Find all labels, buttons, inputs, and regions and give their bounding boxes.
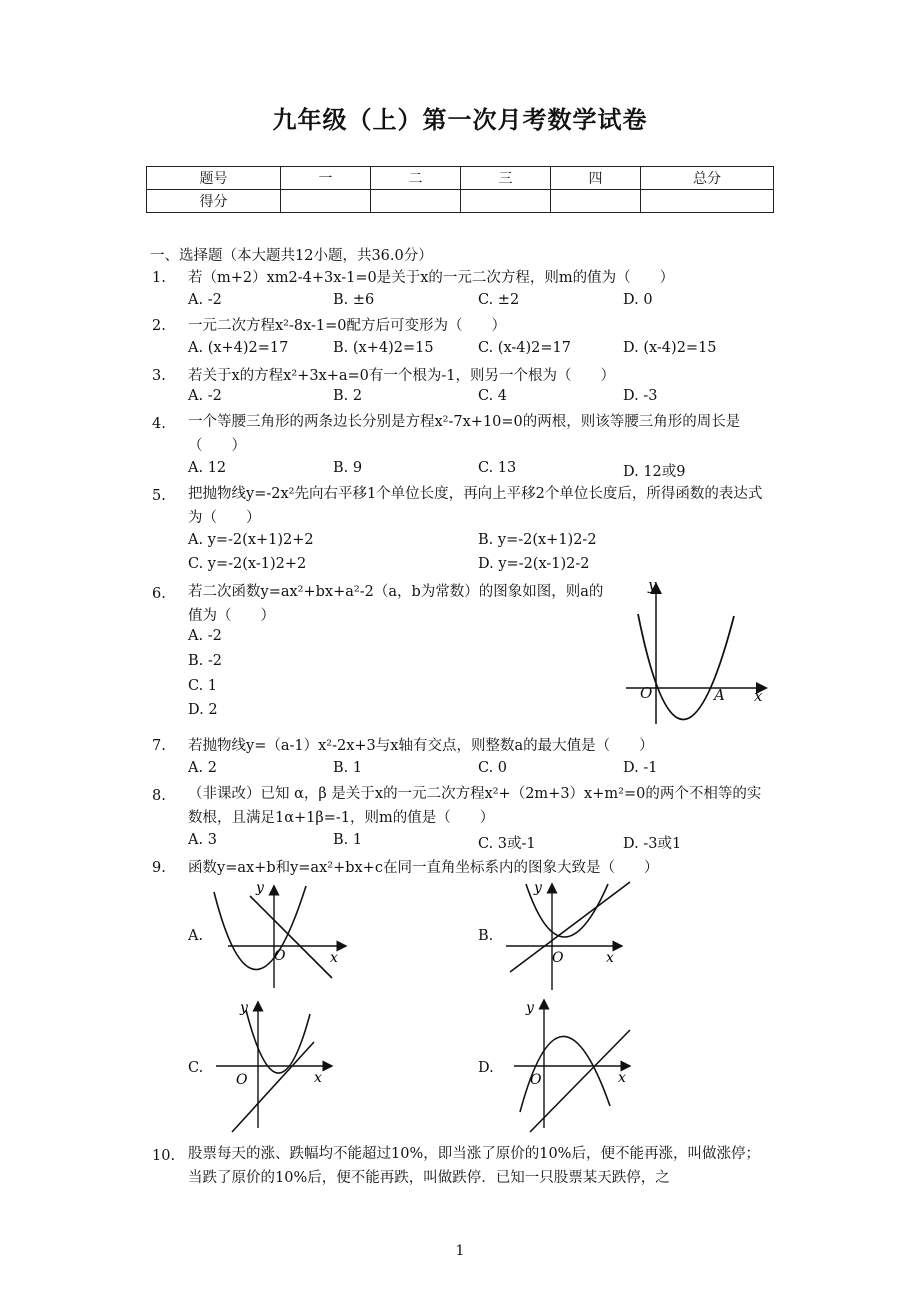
- option-d[interactable]: D. 0: [623, 292, 653, 308]
- option-b-graph[interactable]: [500, 880, 640, 992]
- option-a[interactable]: A. (x+4)2=17: [188, 340, 289, 356]
- question-2: [152, 314, 772, 338]
- option-c[interactable]: C. 1: [188, 678, 218, 694]
- option-c[interactable]: C. (x-4)2=17: [478, 340, 571, 356]
- score-header-cell: 一: [281, 167, 371, 190]
- question-text: 一个等腰三角形的两条边长分别是方程x²-7x+10=0的两根，则该等腰三角形的周长是（ ）: [188, 414, 741, 454]
- option-a[interactable]: A. 3: [188, 832, 217, 848]
- question-6: [152, 580, 614, 628]
- parabola-curve: [246, 1010, 310, 1073]
- question-7: [152, 734, 772, 758]
- option-d[interactable]: D. -3: [623, 388, 658, 404]
- question-10: [152, 1142, 772, 1190]
- origin-label: O: [640, 684, 653, 702]
- option-c[interactable]: C. y=-2(x-1)2+2: [188, 556, 307, 572]
- option-b[interactable]: B. 1: [333, 832, 363, 848]
- option-c-graph[interactable]: [210, 994, 350, 1134]
- option-d-graph[interactable]: [500, 994, 640, 1134]
- option-a[interactable]: A. -2: [188, 628, 222, 644]
- parabola-curve: [214, 886, 306, 970]
- option-a-graph[interactable]: [210, 880, 350, 990]
- question-number: 7.: [152, 738, 166, 754]
- x-axis-label: x: [330, 950, 338, 966]
- y-axis-label: y: [534, 880, 542, 896]
- score-row-label: 得分: [147, 190, 281, 213]
- score-input-cell[interactable]: [641, 190, 774, 213]
- option-c[interactable]: C. 4: [478, 388, 508, 404]
- option-c[interactable]: C. 13: [478, 460, 517, 476]
- question-number: 5.: [152, 488, 166, 504]
- question-number: 8.: [152, 788, 166, 804]
- option-b[interactable]: B.: [478, 928, 494, 944]
- x-axis-label: x: [754, 687, 763, 705]
- question-8: [152, 782, 772, 830]
- question-number: 1.: [152, 270, 166, 286]
- score-table-score-row: [147, 190, 774, 213]
- origin-label: O: [530, 1072, 542, 1088]
- option-c[interactable]: C.: [188, 1060, 204, 1076]
- page-title: 九年级（上）第一次月考数学试卷: [272, 106, 648, 134]
- q6-parabola-graph: [622, 574, 772, 734]
- page-number: 1: [455, 1243, 465, 1259]
- score-input-cell[interactable]: [551, 190, 641, 213]
- option-b[interactable]: B. 1: [333, 760, 363, 776]
- question-text: 若二次函数y=ax²+bx+a²-2（a，b为常数）的图象如图，则a的值为（ ）: [188, 584, 604, 624]
- question-4: [152, 410, 772, 458]
- option-a[interactable]: A.: [188, 928, 204, 944]
- x-axis-label: x: [314, 1070, 322, 1086]
- section-title: 一、选择题（本大题共12小题，共36.0分）: [150, 248, 433, 264]
- option-a[interactable]: A. 12: [188, 460, 227, 476]
- question-number: 2.: [152, 318, 166, 334]
- y-axis-label: y: [648, 576, 657, 594]
- score-header-cell: 题号: [147, 167, 281, 190]
- option-a[interactable]: A. y=-2(x+1)2+2: [188, 532, 314, 548]
- option-b[interactable]: B. 2: [333, 388, 363, 404]
- x-axis-label: x: [618, 1070, 626, 1086]
- question-text: 若关于x的方程x²+3x+a=0有一个根为-1，则另一个根为（ ）: [188, 368, 616, 384]
- point-a-label: A: [714, 686, 725, 704]
- option-b[interactable]: B. (x+4)2=15: [333, 340, 434, 356]
- y-axis-label: y: [256, 880, 264, 896]
- question-number: 6.: [152, 586, 166, 602]
- score-table: [146, 166, 774, 213]
- question-text: 股票每天的涨、跌幅均不能超过10%，即当涨了原价的10%后，便不能再涨，叫做涨停；当跌了原价的10%后，便不能再跌，叫做跌停．已知一只股票某天跌停，之: [188, 1146, 760, 1186]
- option-a[interactable]: A. -2: [188, 388, 222, 404]
- y-axis-label: y: [240, 1000, 248, 1016]
- origin-label: O: [236, 1072, 248, 1088]
- score-input-cell[interactable]: [461, 190, 551, 213]
- score-header-cell: 总分: [641, 167, 774, 190]
- origin-label: O: [274, 948, 286, 964]
- option-b[interactable]: B. -2: [188, 653, 222, 669]
- option-d[interactable]: D. -1: [623, 760, 658, 776]
- option-d[interactable]: D. y=-2(x-1)2-2: [478, 556, 590, 572]
- straight-line: [250, 896, 332, 978]
- question-text: 若（m+2）xm2-4+3x-1=0是关于x的一元二次方程，则m的值为（ ）: [188, 270, 675, 286]
- option-d[interactable]: D. 12或9: [623, 464, 686, 480]
- question-text: （非课改）已知 α，β 是关于x的一元二次方程x²+（2m+3）x+m²=0的两个不相等的实数根，且满足1α+1β=-1，则m的值是（ ）: [188, 786, 762, 826]
- question-text: 函数y=ax+b和y=ax²+bx+c在同一直角坐标系内的图象大致是（ ）: [188, 860, 659, 876]
- question-text: 把抛物线y=-2x²先向右平移1个单位长度，再向上平移2个单位长度后，所得函数的表达式为（ ）: [188, 486, 763, 526]
- question-number: 4.: [152, 416, 166, 432]
- x-axis-label: x: [606, 950, 614, 966]
- question-5: [152, 482, 772, 530]
- score-header-cell: 三: [461, 167, 551, 190]
- option-c[interactable]: C. 3或-1: [478, 836, 536, 852]
- option-a[interactable]: A. 2: [188, 760, 217, 776]
- question-number: 9.: [152, 860, 166, 876]
- question-1: [152, 266, 772, 290]
- question-text: 若抛物线y=（a-1）x²-2x+3与x轴有交点，则整数a的最大值是（ ）: [188, 738, 654, 754]
- option-c[interactable]: C. 0: [478, 760, 508, 776]
- score-input-cell[interactable]: [281, 190, 371, 213]
- score-header-cell: 四: [551, 167, 641, 190]
- option-d[interactable]: D. -3或1: [623, 836, 682, 852]
- option-d[interactable]: D.: [478, 1060, 494, 1076]
- option-d[interactable]: D. (x-4)2=15: [623, 340, 717, 356]
- origin-label: O: [552, 950, 564, 966]
- question-3: [152, 364, 772, 388]
- score-input-cell[interactable]: [371, 190, 461, 213]
- question-number: 3.: [152, 368, 166, 384]
- option-c[interactable]: C. ±2: [478, 292, 520, 308]
- score-table-header-row: [147, 167, 774, 190]
- question-number: 10.: [152, 1148, 176, 1164]
- option-b[interactable]: B. y=-2(x+1)2-2: [478, 532, 597, 548]
- question-text: 一元二次方程x²-8x-1=0配方后可变形为（ ）: [188, 318, 507, 334]
- option-d[interactable]: D. 2: [188, 702, 218, 718]
- y-axis-label: y: [526, 1000, 534, 1016]
- option-b[interactable]: B. 9: [333, 460, 363, 476]
- option-a[interactable]: A. -2: [188, 292, 222, 308]
- option-b[interactable]: B. ±6: [333, 292, 375, 308]
- score-header-cell: 二: [371, 167, 461, 190]
- question-9: [152, 856, 772, 880]
